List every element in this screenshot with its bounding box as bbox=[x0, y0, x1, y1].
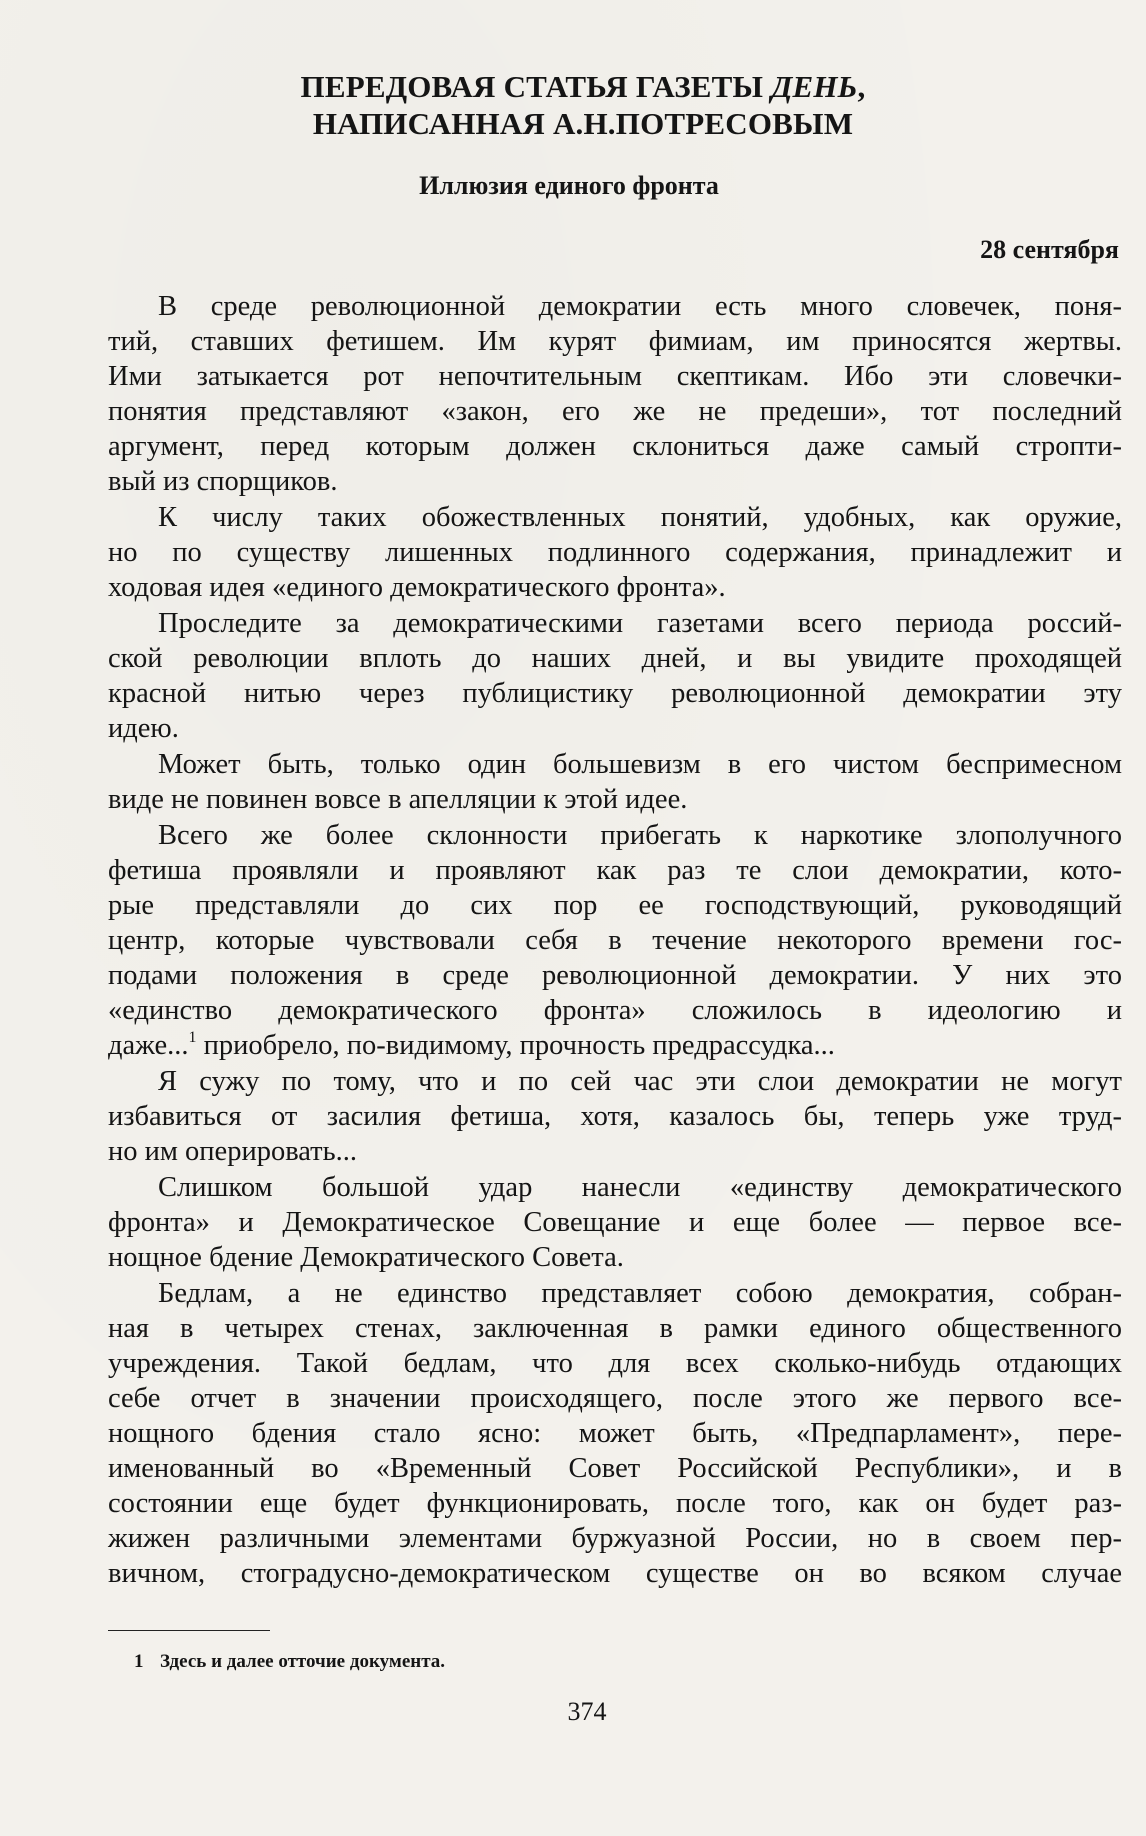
text-line: Ими затыкается рот непочтительным скептикам. Ибо эти словечки- bbox=[108, 361, 1122, 392]
text-line: подами положения в среде революционной демократии. У них это bbox=[108, 960, 1122, 991]
text-line: аргумент, перед которым должен склониться даже самый стропти- bbox=[108, 431, 1122, 462]
text-line: нощное бдение Демократического Совета. bbox=[108, 1242, 624, 1273]
text-line: В среде революционной демократии есть много словечек, поня- bbox=[158, 291, 1122, 322]
text-line: состоянии еще будет функционировать, после того, как он будет раз- bbox=[108, 1488, 1122, 1519]
text-line: красной нитью через публицистику революционной демократии эту bbox=[108, 678, 1122, 709]
footnote bbox=[134, 1650, 446, 1674]
text-line: вый из спорщиков. bbox=[108, 466, 338, 497]
text-line: жижен различными элементами буржуазной России, но в своем пер- bbox=[108, 1523, 1122, 1554]
title-line-2: НАПИСАННАЯ А.Н.ПОТРЕСОВЫМ bbox=[312, 106, 854, 141]
text-line: ходовая идея «единого демократического фронта». bbox=[108, 572, 726, 603]
footnote-divider bbox=[108, 1630, 270, 1631]
article-subtitle: Иллюзия единого фронта bbox=[419, 171, 719, 200]
text-line: себе отчет в значении происходящего, после этого же первого все- bbox=[108, 1383, 1122, 1414]
newspaper-name: ДЕНЬ bbox=[771, 69, 858, 104]
text-line: Слишком большой удар нанесли «единству демократического bbox=[158, 1172, 1122, 1203]
text-line: нощного бдения стало ясно: может быть, «Предпарламент», пере- bbox=[108, 1418, 1122, 1449]
text-line: Проследите за демократическими газетами всего периода россий- bbox=[158, 608, 1122, 639]
text-line: фронта» и Демократическое Совещание и еще более — первое все- bbox=[108, 1207, 1122, 1238]
text-line: К числу таких обожествленных понятий, удобных, как оружие, bbox=[158, 502, 1122, 533]
text-line: ской революции вплоть до наших дней, и вы увидите проходящей bbox=[108, 643, 1122, 674]
text-line: Всего же более склонности прибегать к наркотике злополучного bbox=[158, 820, 1122, 851]
text-line: вичном, стоградусно-демократическом существе он во всяком случае bbox=[108, 1558, 1122, 1589]
text-line: именованный во «Временный Совет Российской Республики», и в bbox=[108, 1453, 1122, 1484]
text-line: рые представляли до сих пор ее господствующий, руководящий bbox=[108, 890, 1122, 921]
footnote-mark: 1 bbox=[134, 1651, 144, 1672]
text-fragment: приобрело, по-видимому, прочность предрассудка... bbox=[203, 1030, 835, 1061]
text-fragment: даже... bbox=[108, 1030, 189, 1061]
text-line: но по существу лишенных подлинного содержания, принадлежит и bbox=[108, 537, 1122, 568]
title-line-1 bbox=[10, 68, 1146, 106]
text-line: «единство демократического фронта» сложилось в идеологию и bbox=[108, 995, 1122, 1026]
text-line: идею. bbox=[108, 713, 179, 744]
text-line: центр, которые чувствовали себя в течение некоторого времени гос- bbox=[108, 925, 1122, 956]
article-date: 28 сентября bbox=[980, 235, 1119, 264]
text-line: Я сужу по тому, что и по сей час эти слои демократии не могут bbox=[158, 1066, 1122, 1097]
footnote-text: Здесь и далее отточие документа. bbox=[160, 1651, 446, 1672]
text-line: понятия представляют «закон, его же не предеши», тот последний bbox=[108, 396, 1122, 427]
text-line: виде не повинен вовсе в апелляции к этой идее. bbox=[108, 784, 688, 815]
text-line: ная в четырех стенах, заключенная в рамки единого общественного bbox=[108, 1313, 1122, 1344]
text-line-with-footnote bbox=[108, 1028, 1122, 1064]
text-line: Бедлам, а не единство представляет собою демократия, собран- bbox=[158, 1278, 1122, 1309]
text-line: Может быть, только один большевизм в его чистом беспримесном bbox=[158, 749, 1122, 780]
title-suffix: , bbox=[857, 69, 866, 104]
text-line: фетиша проявляли и проявляют как раз те слои демократии, кото- bbox=[108, 855, 1122, 886]
text-line: тий, ставших фетишем. Им курят фимиам, им приносятся жертвы. bbox=[108, 326, 1122, 357]
text-line: учреждения. Такой бедлам, что для всех сколько-нибудь отдающих bbox=[108, 1348, 1122, 1379]
page-number: 374 bbox=[567, 1697, 607, 1726]
title-prefix: ПЕРЕДОВАЯ СТАТЬЯ ГАЗЕТЫ bbox=[300, 69, 772, 104]
footnote-reference: 1 bbox=[188, 1029, 197, 1046]
text-line: избавиться от засилия фетиша, хотя, казалось бы, теперь уже труд- bbox=[108, 1101, 1122, 1132]
text-line: но им оперировать... bbox=[108, 1136, 358, 1167]
